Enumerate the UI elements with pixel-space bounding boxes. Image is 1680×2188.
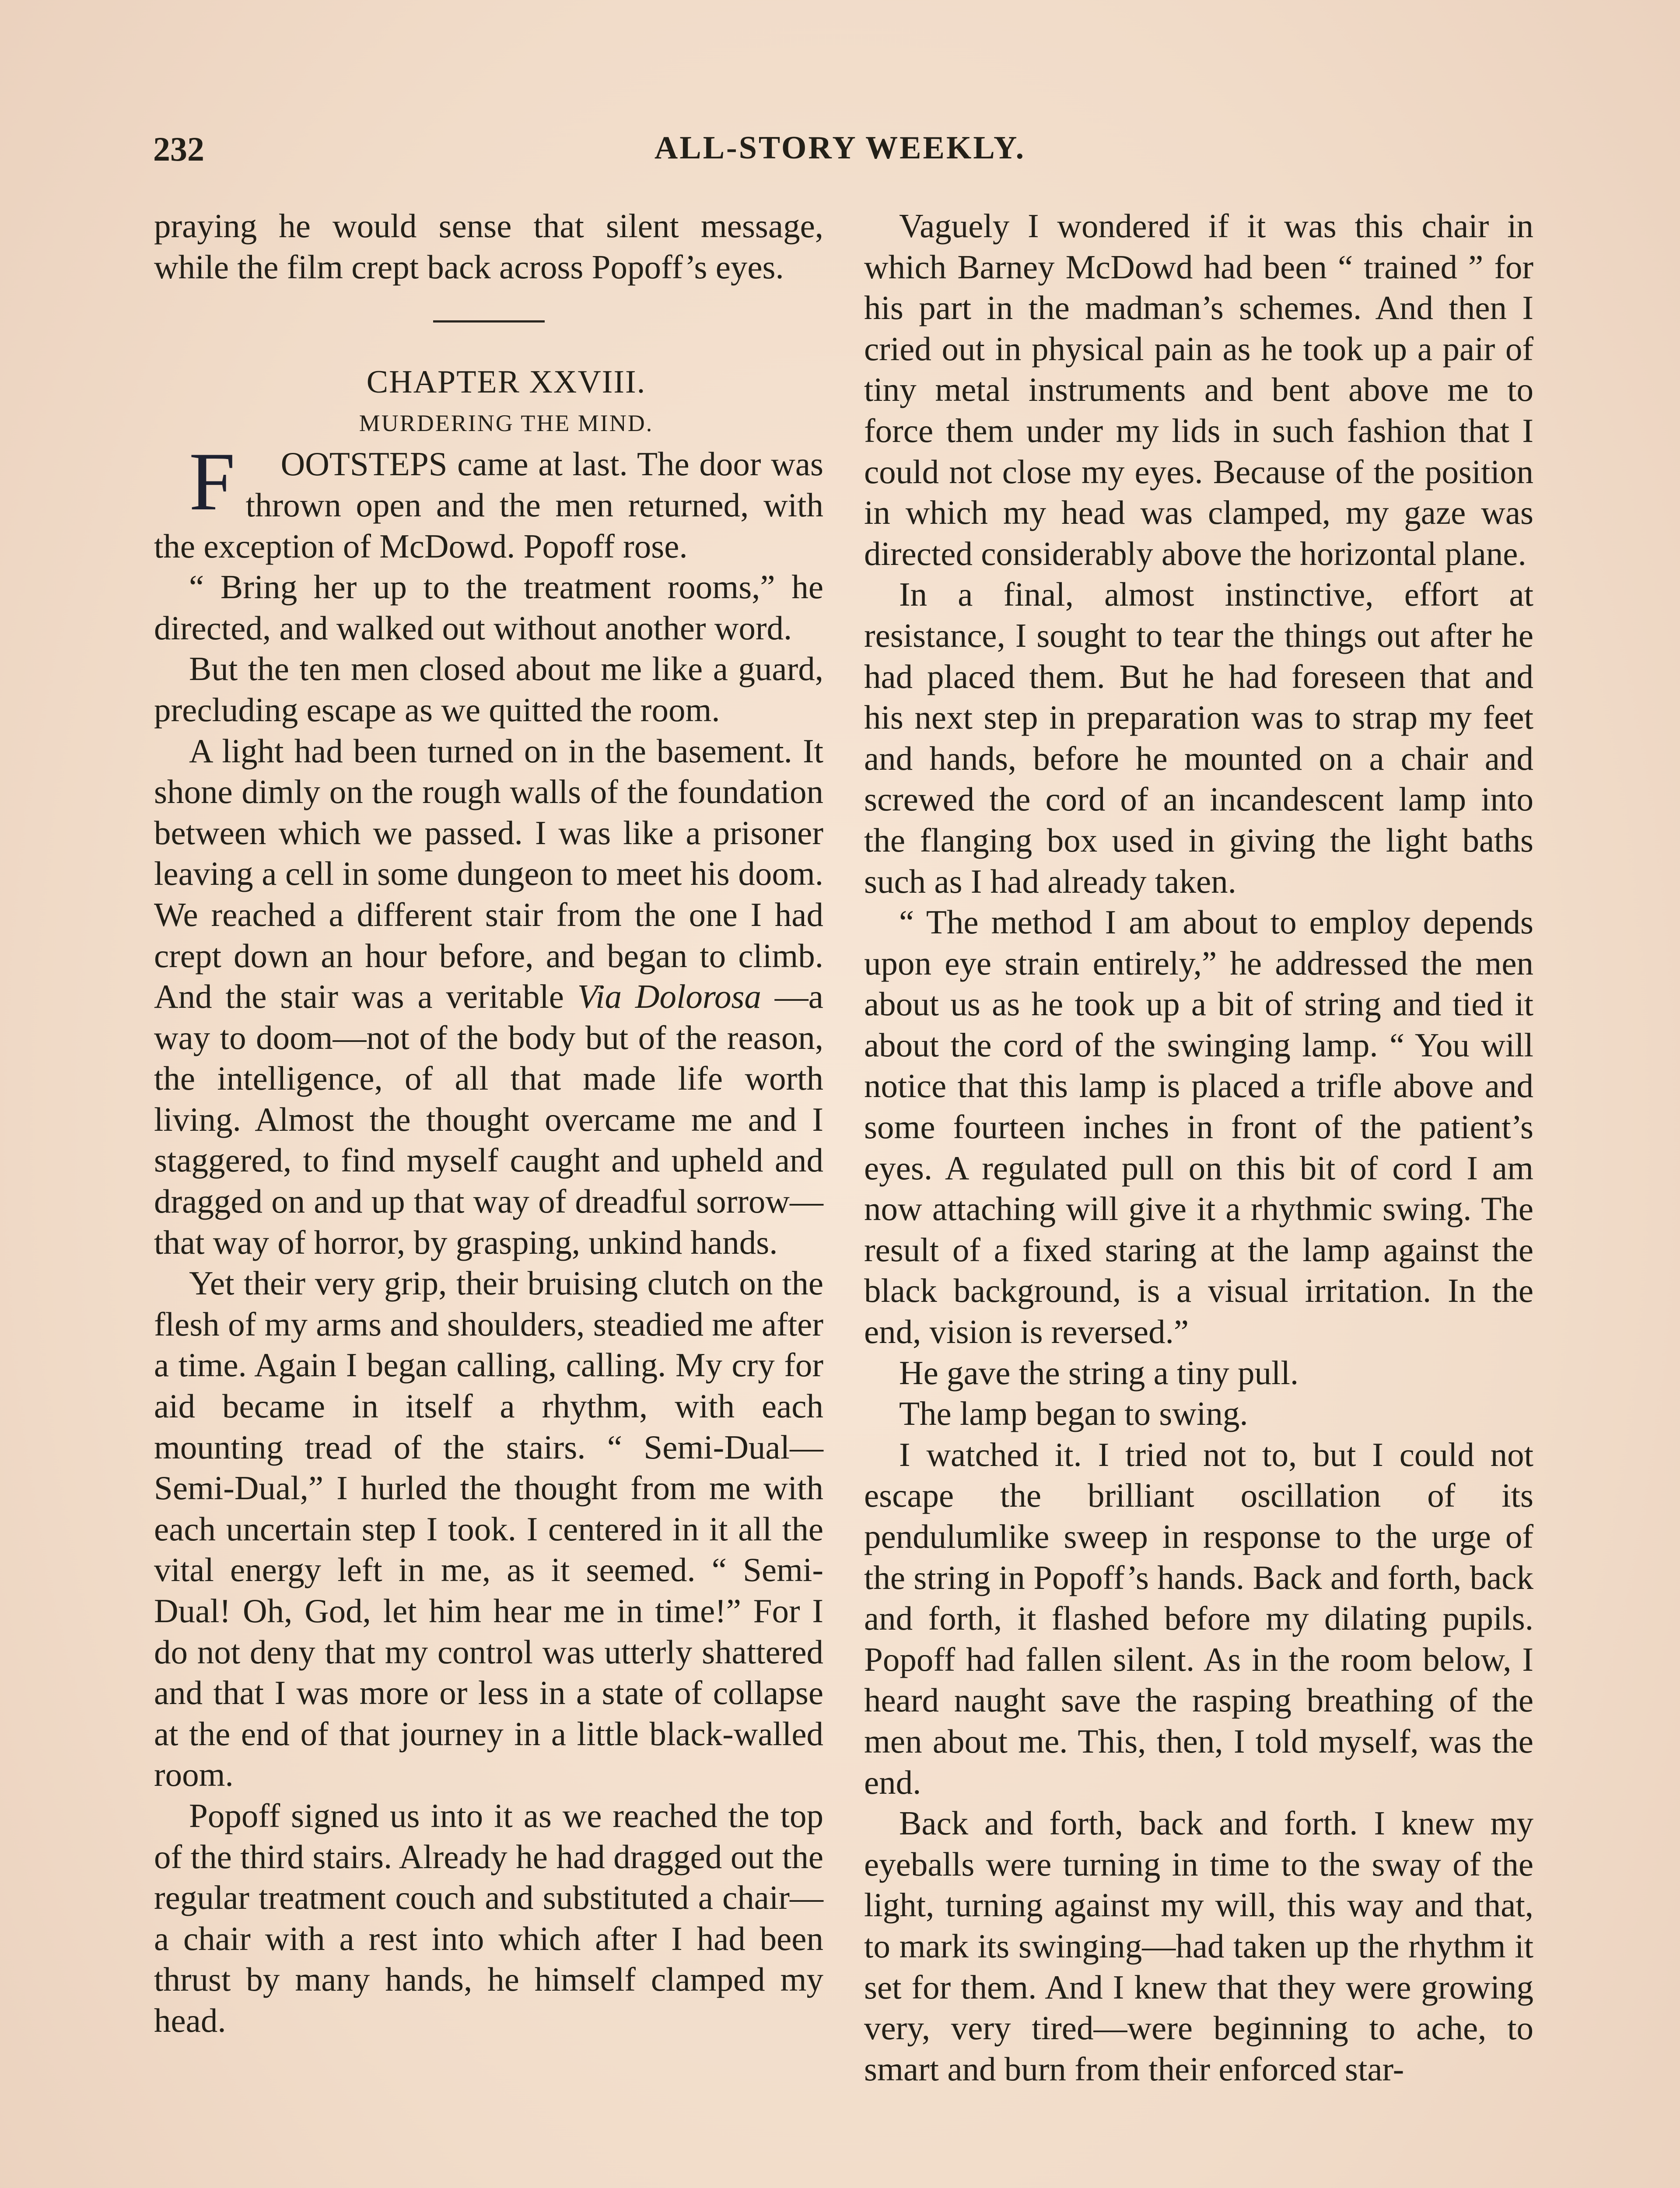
drop-cap: F <box>189 436 235 528</box>
paragraph: praying he would sense that silent message, while the film crept back across Popoff’s eyes. <box>154 207 823 286</box>
paragraph: “ Bring her up to the treatment rooms,” he directed, and walked out without another word. <box>154 568 823 647</box>
paragraph: Yet their very grip, their bruising clutch on the flesh of my arms and shoulders, steadied me after a time. Again I began calling, calling. My cry for aid became in itself a rhythm, with each mounting tread of the stairs. “ Semi-Dual—Semi-Dual,” I hurled the thought from me with each uncertain step I took. I centered in it all the vital energy left in me, as it seemed. “ Semi-Dual! Oh, God, let him hear me in time!” For I do not deny that my control was utterly shattered and that I was more or less in a state of collapse at the end of that journey in a little black-walled room. <box>154 1264 823 1794</box>
section-divider <box>433 320 545 323</box>
paragraph-text: A light had been turned on in the basement. It shone dimly on the rough walls of the foundation between which we passed. I was like a prisoner leaving a cell in some dungeon to meet his doom. We reached a different stair from the one I had crept down an hour before, and began to climb. And the stair was a veritable <box>154 732 823 1016</box>
paragraph: But the ten men closed about me like a guard, precluding escape as we quitted the room. <box>154 650 823 729</box>
paragraph-text: OOTSTEPS came at last. The door was thrown open and the men returned, with the exception of McDowd. Popoff rose. <box>154 445 823 565</box>
italic-phrase: Via Dolorosa <box>577 978 761 1016</box>
paragraph: In a final, almost instinctive, effort at resistance, I sought to tear the things out after he had placed them. But he had foreseen that and his next step in preparation was to strap my feet and hands, before he mounted on a chair and screwed the cord of an incandescent lamp into the flanging box used in giving the light baths such as I had already taken. <box>864 575 1533 900</box>
paragraph: Vaguely I wondered if it was this chair in which Barney McDowd had been “ trained ” for his part in the madman’s schemes. And then I cried out in physical pain as he took up a pair of tiny metal instruments and bent above me to force them under my lids in such fashion that I could not close my eyes. Because of the position in which my head was clamped, my gaze was directed considerably above the horizontal plane. <box>864 207 1533 572</box>
left-column <box>154 206 823 2041</box>
paragraph: I watched it. I tried not to, but I could not escape the brilliant oscillation of its pendulumlike sweep in response to the urge of the string in Popoff’s hands. Back and forth, back and forth, it flashed before my dilating pupils. Popoff had fallen silent. As in the room below, I heard naught save the rasping breathing of the men about me. This, then, I told myself, was the end. <box>864 1435 1533 1801</box>
chapter-subtitle: MURDERING THE MIND. <box>359 410 654 436</box>
chapter-title: CHAPTER XXVIII. <box>366 364 646 400</box>
opening-paragraph <box>154 436 823 567</box>
right-column <box>864 206 1533 2090</box>
paragraph: Popoff signed us into it as we reached the top of the third stairs. Already he had dragged out the regular treatment couch and substituted a chair—a chair with a rest into which after I had been thrust by many hands, he himself clamped my head. <box>154 1796 823 2039</box>
paragraph: The lamp began to swing. <box>899 1395 1248 1433</box>
paragraph <box>154 731 823 1263</box>
paragraph: “ The method I am about to employ depends upon eye strain entirely,” he addressed the men about us as he took up a bit of string and tied it about the cord of the swinging lamp. “ You will notice that this lamp is placed a trifle above and some fourteen inches in front of the patient’s eyes. A regulated pull on this bit of cord I am now attaching will give it a rhythmic swing. The result of a fixed staring at the lamp against the black background, is a visual irritation. In the end, vision is reversed.” <box>864 903 1533 1351</box>
paragraph: Back and forth, back and forth. I knew my eyeballs were turning in time to the sway of the light, turning against my will, this way and that, to mark its swinging—had taken up the rhythm it set for them. And I knew that they were growing very, very tired—were beginning to ache, to smart and burn from their enforced star- <box>864 1804 1533 2088</box>
paragraph-text: —a way to doom—not of the body but of the reason, the intelligence, of all that made life worth living. Almost the thought overcame me and I staggered, to find myself caught and upheld and dragged on and up that way of dreadful sorrow—that way of horror, by grasping, unkind hands. <box>154 978 823 1261</box>
paragraph: He gave the string a tiny pull. <box>899 1353 1299 1392</box>
page-number: 232 <box>153 130 204 168</box>
running-title: ALL-STORY WEEKLY. <box>654 130 1026 166</box>
